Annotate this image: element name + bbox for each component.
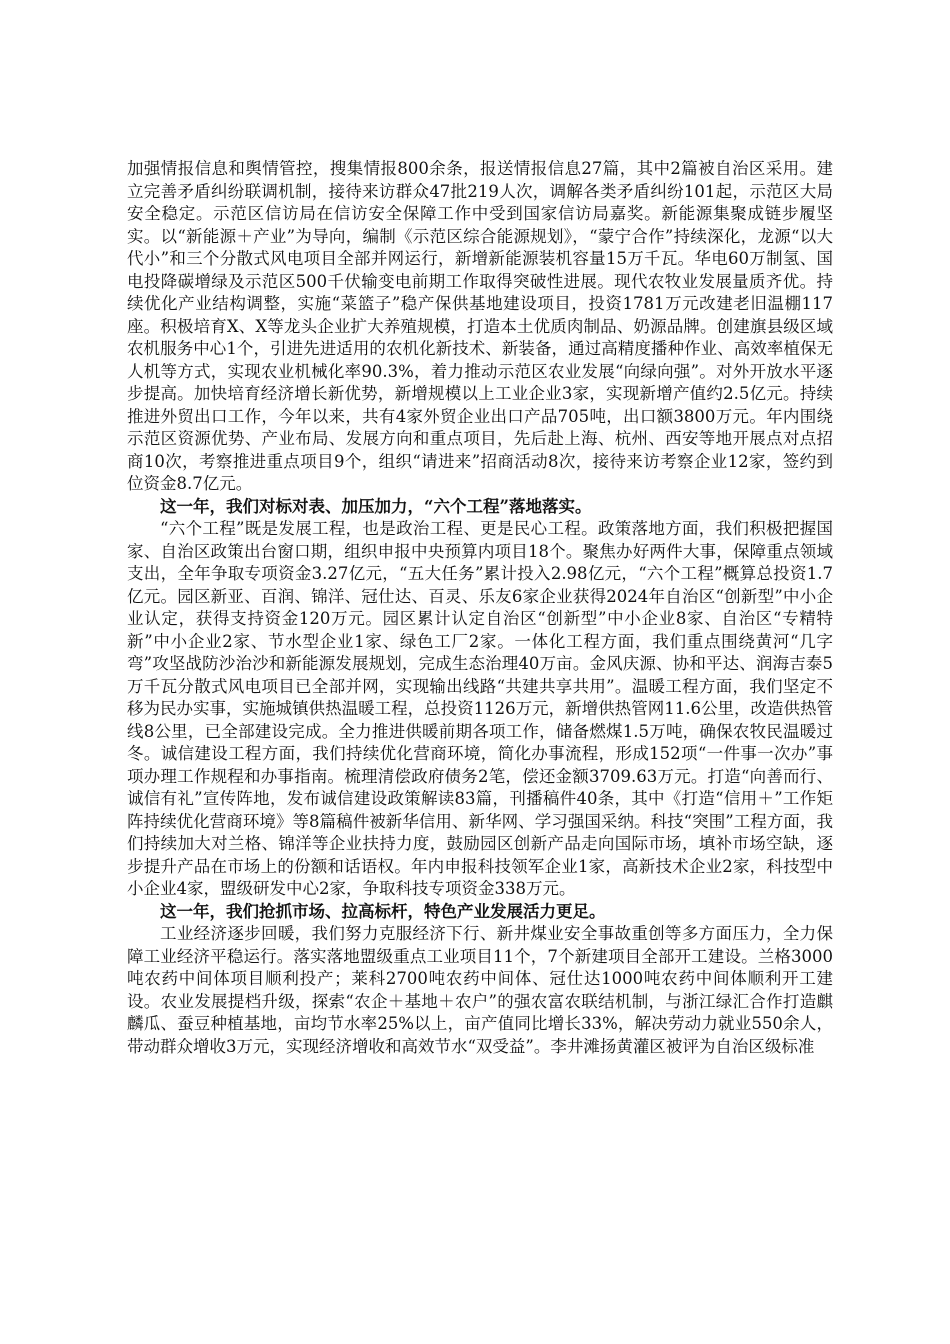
body-paragraph-security-energy-agriculture: 加强情报信息和舆情管控，搜集情报800余条，报送情报信息27篇，其中2篇被自治区采用。建立完善矛盾纠纷联调机制，接待来访群众47批219人次，调解各类矛盾纠纷101起，示范区大局安全稳定。示范区信访局在信访安全保障工作中受到国家信访局嘉奖。新能源集聚成链步履坚实。以“新能源＋产业”为导向，编制《示范区综合能源规划》，“蒙宁合作”持续深化，龙源“以大代小”和三个分散式风电项目全部并网运行，新增新能源装机容量15万千瓦。华电60万制氢、国电投降碳增绿及示范区500千伏输变电前期工作取得突破性进展。现代农牧业发展量质齐优。持续优化产业结构调整，实施“菜篮子”稳产保供基地建设项目，投资1781万元改建老旧温棚117座。积极培育X、X等龙头企业扩大养殖规模，打造本土优质肉制品、奶源品牌。创建旗县级区域农机服务中心1个，引进先进适用的农机化新技术、新装备，通过高精度播种作业、高效率植保无人机等方式，实现农业机械化率90.3%，着力推动示范区农业发展“向绿向强”。对外开放水平逐步提高。加快培育经济增长新优势，新增规模以上工业企业3家，实现新增产值约2.5亿元。持续推进外贸出口工作，今年以来，共有4家外贸企业出口产品705吨，出口额3800万元。年内围绕示范区资源优势、产业布局、发展方向和重点项目，先后赴上海、杭州、西安等地开展点对点招商10次，考察推进重点项目9个，组织“请进来”招商活动8次，接待来访考察企业12家，签约到位资金8.7亿元。 bbox=[127, 159, 833, 493]
body-paragraph-industrial-economy: 工业经济逐步回暖，我们努力克服经济下行、新井煤业安全事故重创等多方面压力，全力保障工业经济平稳运行。落实落地盟级重点工业项目11个，7个新建项目全部开工建设。兰格3000吨农药中间体项目顺利投产；莱科2700吨农药中间体、冠仕达1000吨农药中间体顺利开工建设。农业发展提档升级，探索“农企＋基地＋农户”的强农富农联结机制，与浙江绿汇合作打造麒麟瓜、蚕豆种植基地，亩均节水率25%以上，亩产值同比增长33%，解决劳动力就业550余人，带动群众增收3万元，实现经济增收和高效节水“双受益”。李井滩扬黄灌区被评为自治区级标准 bbox=[127, 924, 833, 1056]
section-heading-six-projects: 这一年，我们对标对表、加压加力，“六个工程”落地落实。 bbox=[160, 496, 592, 516]
document-page bbox=[127, 158, 833, 1058]
section-heading-special-industries: 这一年，我们抢抓市场、拉高标杆，特色产业发展活力更足。 bbox=[160, 901, 606, 921]
body-paragraph-six-projects: “六个工程”既是发展工程，也是政治工程、更是民心工程。政策落地方面，我们积极把握国家、自治区政策出台窗口期，组织申报中央预算内项目18个。聚焦办好两件大事，保障重点领域支出，全年争取专项资金3.27亿元，“五大任务”累计投入2.98亿元，“六个工程”概算总投资1.7亿元。园区新亚、百润、锦洋、冠仕达、百灵、乐友6家企业获得2024年自治区“创新型”中小企业认定，获得支持资金120万元。园区累计认定自治区“创新型”中小企业8家、自治区“专精特新”中小企业2家、节水型企业1家、绿色工厂2家。一体化工程方面，我们重点围绕黄河“几字弯”攻坚战防沙治沙和新能源发展规划，完成生态治理40万亩。金风庆源、协和平达、润海吉泰5万千瓦分散式风电项目已全部并网，实现输出线路“共建共享共用”。温暖工程方面，我们坚定不移为民办实事，实施城镇供热温暖工程，总投资1126万元，新增供热管网11.6公里，改造供热管线8公里，已全部建设完成。全力推进供暖前期各项工作，储备燃煤1.5万吨，确保农牧民温暖过冬。诚信建设工程方面，我们持续优化营商环境，简化办事流程，形成152项“一件事一次办”事项办理工作规程和办事指南。梳理清偿政府债务2笔，偿还金额3709.63万元。打造“向善而行、诚信有礼”宣传阵地，发布诚信建设政策解读83篇，刊播稿件40条，其中《打造“信用＋”工作矩阵持续优化营商环境》等8篇稿件被新华信用、新华网、学习强国采纳。科技“突围”工程方面，我们持续加大对兰格、锦洋等企业扶持力度，鼓励园区创新产品走向国际市场，填补市场空缺，逐步提升产品在市场上的份额和话语权。年内申报科技领军企业1家，高新技术企业2家，科技型中小企业4家，盟级研发中心2家，争取科技专项资金338万元。 bbox=[127, 519, 833, 898]
